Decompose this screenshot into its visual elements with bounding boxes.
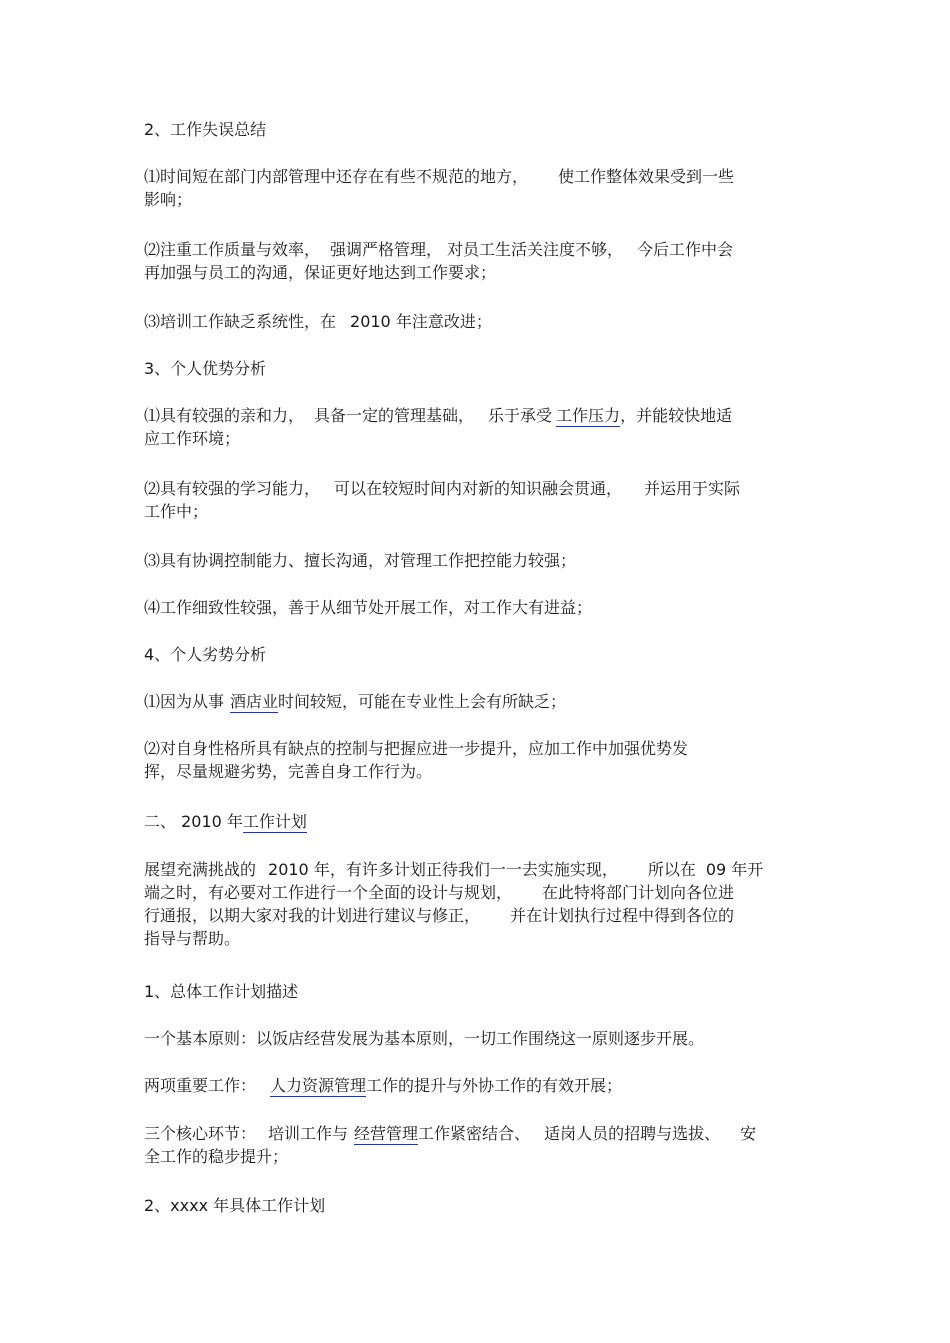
paragraph-strength-1 <box>144 404 812 450</box>
paragraph-two-key-tasks <box>144 1074 812 1097</box>
text-span: 对员工生活关注度不够， <box>447 240 624 259</box>
text-span: 安 <box>740 1124 757 1143</box>
text-span: 应工作环境； <box>144 429 241 448</box>
text-span: 全工作的稳步提升； <box>144 1147 289 1166</box>
text-span: 具备一定的管理基础， <box>314 406 475 425</box>
paragraph-weakness-1 <box>144 690 812 713</box>
text-line: ⑵对自身性格所具有缺点的控制与把握应进一步提升，应加工作中加强优势发 <box>144 739 689 758</box>
link-hotel-industry[interactable]: 酒店业 <box>230 692 279 711</box>
section-heading-weaknesses: 4、个人劣势分析 <box>144 645 267 664</box>
text-span: 09 年开 <box>705 860 764 879</box>
text-span: ⑴具有较强的亲和力， <box>144 406 305 425</box>
paragraph-mistake-3 <box>144 310 812 333</box>
text-span: ，并能较快地适 <box>620 406 733 425</box>
section-heading-specific-plan: 2、xxxx 年具体工作计划 <box>144 1196 326 1215</box>
paragraph-weakness-2 <box>144 737 812 783</box>
paragraph-strength-2 <box>144 477 812 523</box>
text-span: 培训工作与 <box>268 1124 349 1143</box>
paragraph-strength-4: ⑷工作细致性较强，善于从细节处开展工作，对工作大有进益； <box>144 598 593 617</box>
text-span: 2010 年，有许多计划正待我们一一去实施实现， <box>268 860 618 879</box>
section-heading-overall-plan: 1、总体工作计划描述 <box>144 982 299 1001</box>
text-line: 挥，尽量规避劣势，完善自身工作行为。 <box>144 762 433 781</box>
text-span: 展望充满挑战的 <box>144 860 257 879</box>
text-span: 工作的提升与外协工作的有效开展； <box>366 1076 623 1095</box>
text-span: 2010 年注意改进； <box>350 312 492 331</box>
text-span: 影响； <box>144 190 193 209</box>
paragraph-basic-principle: 一个基本原则：以饭店经营发展为基本原则，一切工作围绕这一原则逐步开展。 <box>144 1029 705 1048</box>
text-span: 使工作整体效果受到一些 <box>558 167 735 186</box>
paragraph-mistake-1 <box>144 165 812 211</box>
text-span: 三个核心环节： <box>144 1124 257 1143</box>
link-hr-management[interactable]: 人力资源管理 <box>270 1076 367 1095</box>
text-span: 所以在 <box>647 860 696 879</box>
text-span: 并在计划执行过程中得到各位的 <box>510 906 735 925</box>
link-work-pressure[interactable]: 工作压力 <box>556 406 621 425</box>
text-span: 今后工作中会 <box>637 240 734 259</box>
text-span: 适岗人员的招聘与选拔、 <box>544 1124 721 1143</box>
text-span: 工作紧密结合、 <box>418 1124 531 1143</box>
text-span: ⑴时间短在部门内部管理中还存在有些不规范的地方， <box>144 167 529 186</box>
text-span: 端之时，有必要对工作进行一个全面的设计与规划， <box>144 883 513 902</box>
text-span: 行通报，以期大家对我的计划进行建议与修正， <box>144 906 481 925</box>
paragraph-three-core-links <box>144 1122 812 1168</box>
link-work-plan[interactable]: 工作计划 <box>242 812 307 831</box>
text-span: 可以在较短时间内对新的知识融会贯通， <box>334 479 623 498</box>
text-span: 并运用于实际 <box>644 479 741 498</box>
text-span: 二、 2010 年 <box>144 812 243 831</box>
text-span: 在此特将部门计划向各位进 <box>542 883 735 902</box>
text-span: ⑵具有较强的学习能力， <box>144 479 321 498</box>
text-span: 工作中； <box>144 502 209 521</box>
paragraph-strength-3: ⑶具有协调控制能力、擅长沟通，对管理工作把控能力较强； <box>144 551 577 570</box>
paragraph-outlook <box>144 858 812 950</box>
text-span: 时间较短，可能在专业性上会有所缺乏； <box>278 692 567 711</box>
text-span: 指导与帮助。 <box>144 929 241 948</box>
section-heading-strengths: 3、个人优势分析 <box>144 359 267 378</box>
text-span: ⑵注重工作质量与效率， <box>144 240 321 259</box>
paragraph-mistake-2 <box>144 238 812 284</box>
link-business-management[interactable]: 经营管理 <box>354 1124 419 1143</box>
text-span: 强调严格管理， <box>330 240 443 259</box>
text-span: 再加强与员工的沟通，保证更好地达到工作要求； <box>144 263 497 282</box>
text-span: ⑶培训工作缺乏系统性，在 <box>144 312 337 331</box>
text-span: 乐于承受 <box>488 406 553 425</box>
text-span: 两项重要工作： <box>144 1076 257 1095</box>
section-heading-work-plan <box>144 810 812 833</box>
text-span: ⑴因为从事 <box>144 692 225 711</box>
section-heading-work-mistakes: 2、工作失误总结 <box>144 120 267 139</box>
